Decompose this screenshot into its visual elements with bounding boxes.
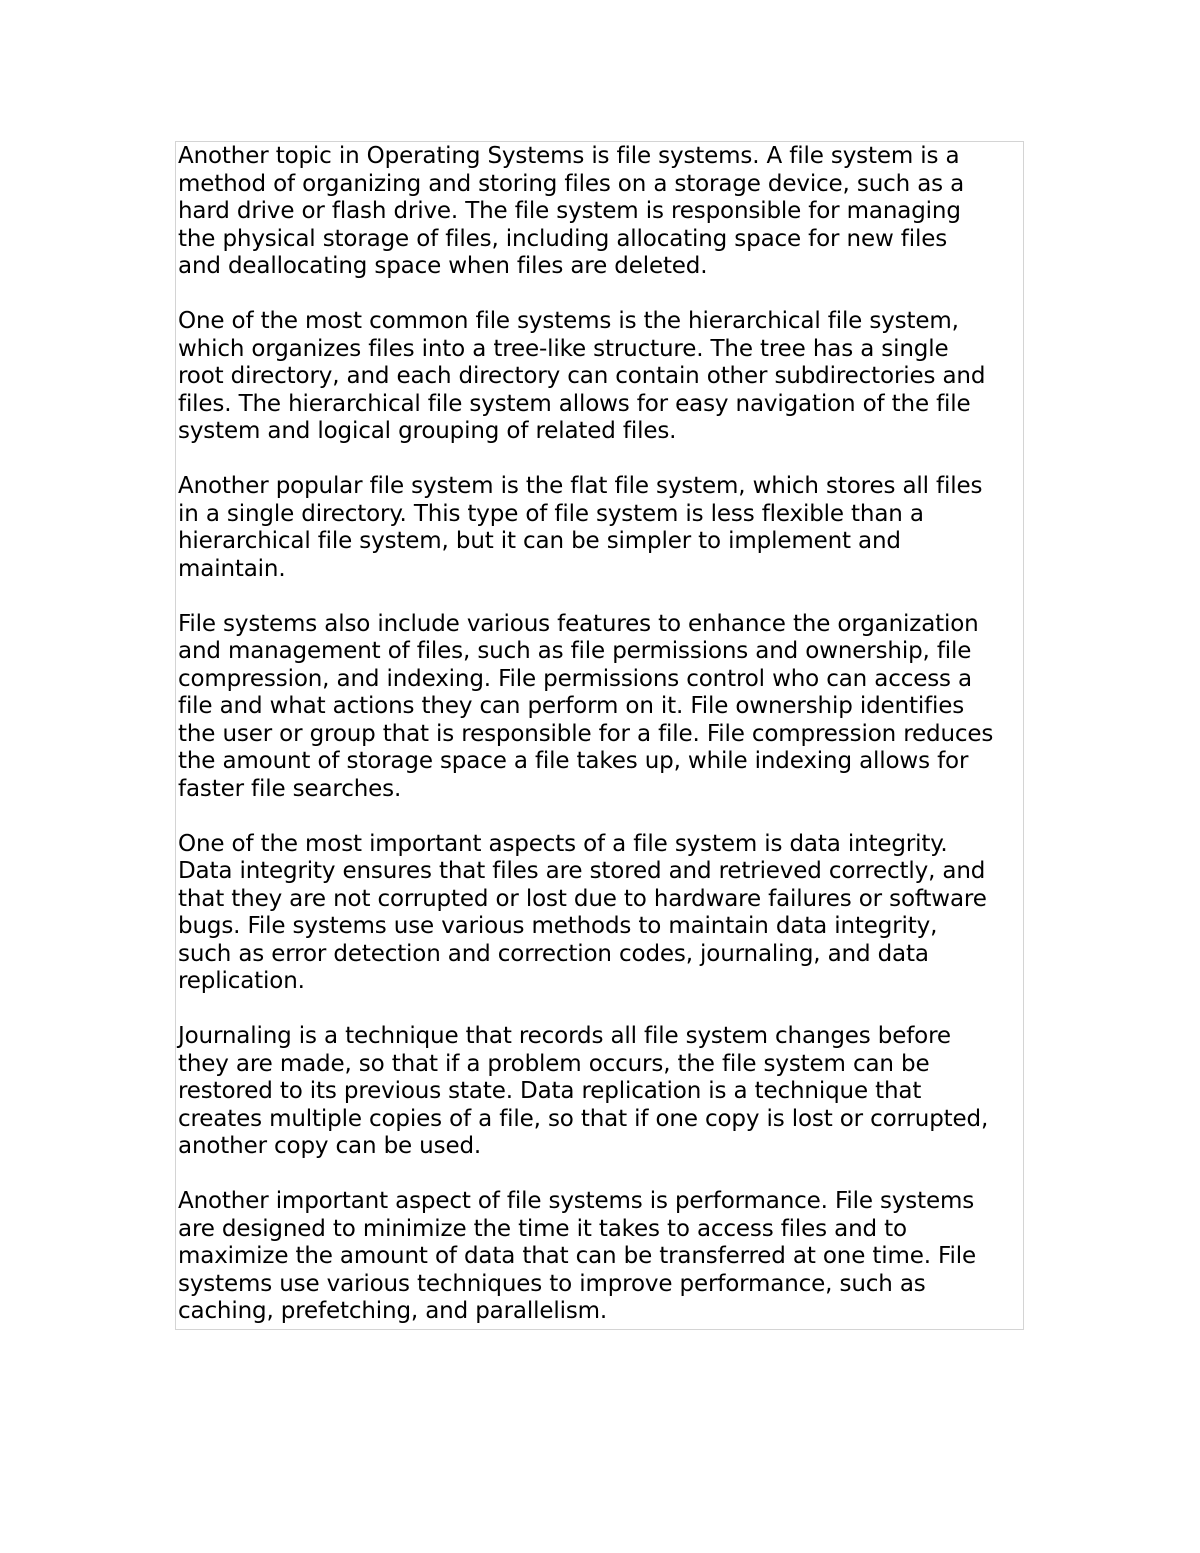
paragraph-journaling: Journaling is a technique that records all file system changes before they are made, so that if a problem occurs, the file system can be restored to its previous state. Data replication is a technique that creates multiple copies of a file, so that if one copy is lost or corrupted, another copy can be used.	[178, 1023, 989, 1159]
document-text-box	[175, 141, 1024, 1330]
paragraph-features: File systems also include various features to enhance the organization and management of files, such as file permissions and ownership, file compression, and indexing. File permissions control who can access a file and what actions they can perform on it. File ownership identifies the user or group that is responsible for a file. File compression reduces the amount of storage space a file takes up, while indexing allows for faster file searches.	[178, 610, 994, 802]
paragraph-intro: Another topic in Operating Systems is file systems. A file system is a method of organizing and storing files on a storage device, such as a hard drive or flash drive. The file system is responsible for managing the physical storage of files, including allocating space for new files and deallocating space when files are deleted.	[178, 143, 965, 279]
paragraph-hierarchical: One of the most common file systems is the hierarchical file system, which organizes files into a tree-like structure. The tree has a single root directory, and each directory can contain other subdirectories and files. The hierarchical file system allows for easy navigation of the file system and logical grouping of related files.	[178, 308, 986, 444]
paragraph-performance: Another important aspect of file systems is performance. File systems are designed to minimize the time it takes to access files and to maximize the amount of data that can be transferred at one time. File systems use various techniques to improve performance, such as caching, prefetching, and parallelism.	[178, 1188, 976, 1324]
paragraph-integrity: One of the most important aspects of a file system is data integrity. Data integrity ensures that files are stored and retrieved correctly, and that they are not corrupted or lost due to hardware failures or software bugs. File systems use various methods to maintain data integrity, such as error detection and correction codes, journaling, and data replication.	[178, 830, 987, 994]
paragraph-flat: Another popular file system is the flat file system, which stores all files in a single directory. This type of file system is less flexible than a hierarchical file system, but it can be simpler to implement and maintain.	[178, 473, 983, 582]
